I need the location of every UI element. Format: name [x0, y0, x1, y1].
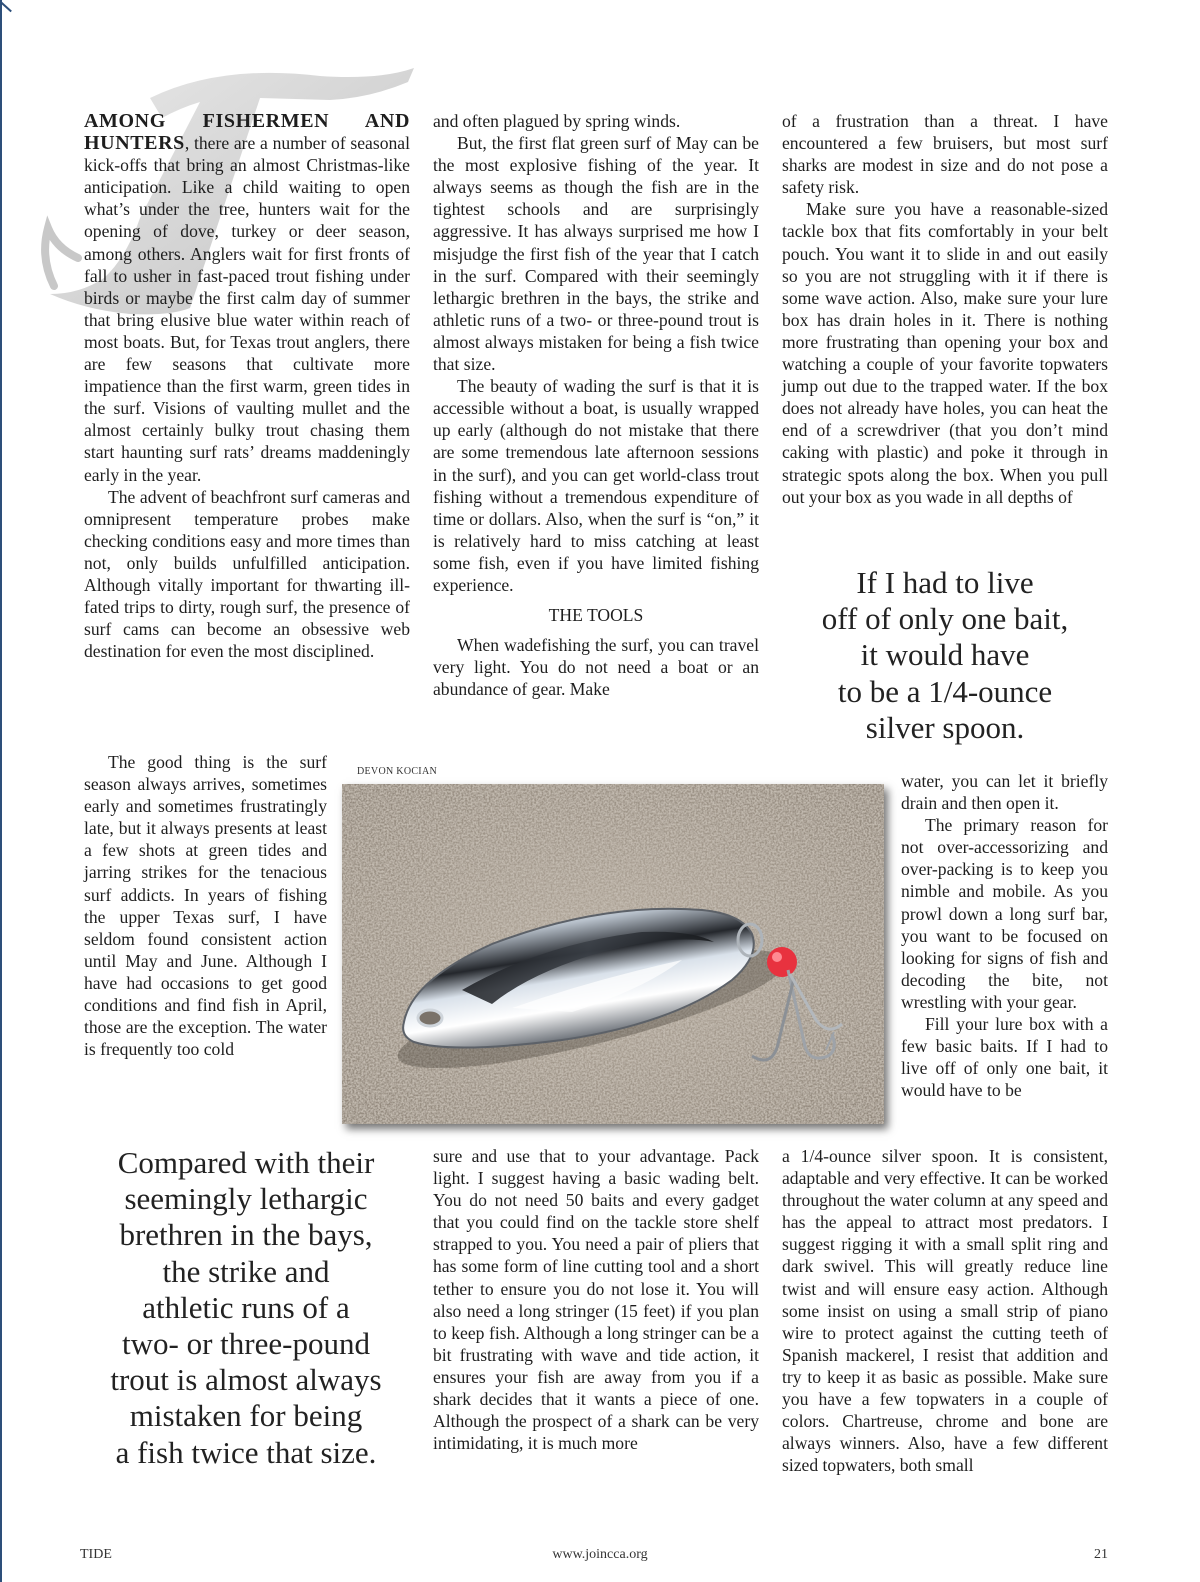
footer-page-number: 21 — [1094, 1547, 1108, 1562]
footer-website: www.joincca.org — [552, 1547, 648, 1562]
column-1-bottom — [84, 751, 327, 1060]
section-subhead: THE TOOLS — [548, 605, 644, 626]
pull-quote-line: the strike and — [162, 1253, 330, 1289]
paragraph-opening — [84, 110, 410, 486]
paragraph: The advent of beachfront surf cameras and omnipresent temperature probes make checking conditions easy and more times than not, only builds unfulfilled anticipation. Although vitally important for thwarting ill-fated trips to dirty, rough surf, the presence of surf cams can become an obsessive web destination for even the most disciplined. — [84, 486, 410, 662]
paragraph: water, you can let it briefly drain and then open it. — [901, 771, 1108, 814]
pull-quote-line: a fish twice that size. — [115, 1434, 377, 1470]
page-edge-rule — [0, 0, 2, 1582]
photo-credit: DEVON KOCIAN — [357, 766, 437, 777]
paragraph: a 1/4-ounce silver spoon. It is consistent, adaptable and very effective. It can be worked throughout the water column at any speed and has the appeal to attract most predators. I suggest rigging it with a small split ring and dark swivel. This will greatly reduce line twist and will ensure easy action. Although some insist on using a small strip of piano wire to protect against the cutting teeth of Spanish mackerel, I resist that addition and try to keep it as basic as possible. Make sure you have a few topwaters in a couple of colors. Chartreuse, chrome and bone are always winners. Also, have a few different sized topwaters, both small — [782, 1146, 1108, 1476]
column-3-top — [782, 110, 1108, 508]
paragraph: When wadefishing the surf, you can travel very light. You do not need a boat or an abundance of gear. Make — [433, 635, 759, 700]
column-2-top — [433, 110, 759, 700]
pull-quote-line: to be a 1/4-ounce — [837, 673, 1053, 709]
paragraph: and often plagued by spring winds. — [433, 111, 681, 131]
paragraph: The primary reason for not over-accessorizing and over-packing is to keep you nimble and mobile. As you prowl down a long surf bar, you want to be focused on looking for signs of fish and decoding the bite, not wrestling with your gear. — [901, 815, 1108, 1012]
opening-text: , there are a number of seasonal kick-offs that bring an almost Christmas-like anticipation. Like a child waiting to open what’s under the tree, hunters wait for the opening of dove, turkey or deer season, among others. Anglers wait for first fronts of fall to usher in fast-paced trout fishing under birds or maybe the first calm day of summer that bring elusive blue water within reach of most boats. But, for Texas trout anglers, there are few seasons that cultivate more impatience than the first warm, green tides in the surf. Visions of vaulting mullet and the almost certainly bulky trout chasing them start haunting surf rats’ dreams maddeningly early in the year. — [84, 133, 410, 485]
pull-quote-line: athletic runs of a — [142, 1289, 350, 1325]
column-2-bottom — [433, 1145, 759, 1454]
pull-quote-line: mistaken for being — [129, 1398, 363, 1434]
paragraph: But, the first flat green surf of May can be the most explosive fishing of the year. It always seems as though the fish are in the tightest schools and are surprisingly aggressive. It has always surprised me how I misjudge the first fish of the year that I catch in the surf. Compared with their seemingly lethargic brethren in the bays, the strike and athletic runs of a two- or three-pound trout is almost always mistaken for being a fish twice that size. — [433, 133, 759, 375]
pull-quote-left — [78, 1145, 414, 1471]
paragraph: The good thing is the surf season always arrives, sometimes early and sometimes frustratingly late, but it always presents at least a few shots at green tides and jarring strikes for the tenacious surf addicts. In years of fishing the upper Texas surf, I have seldom found consistent action until May and June. Although I have had occasions to get good conditions and find fish in April, those are the exception. The water is frequently too cold — [84, 752, 327, 1060]
pull-quote-line: trout is almost always — [110, 1362, 382, 1398]
pull-quote-line: Compared with their — [117, 1145, 375, 1180]
paragraph: Make sure you have a reasonable-sized tackle box that fits comfortably in your belt pouch. You want it to slide in and out easily so you are not struggling with it if there is some wave action. Also, make sure your lure box has drain holes in it. There is nothing more frustrating than opening your box and watching a couple of your favorite topwaters jump out due to the trapped water. If the box does not already have holes, you can heat the end of a screwdriver (that you don’t mind caking with plastic) and poke it through in strategic spots along the box. When you pull out your box as you wade in all depths of — [782, 199, 1108, 507]
paragraph: of a frustration than a threat. I have encountered a few bruisers, but most surf sharks are modest in size and do not pose a safety risk. — [782, 111, 1108, 198]
pull-quote-right — [782, 565, 1108, 746]
footer-magazine-name: TIDE — [80, 1547, 112, 1562]
spoon-photo — [342, 784, 884, 1124]
pull-quote-line: brethren in the bays, — [119, 1217, 373, 1253]
column-3-middle — [901, 770, 1108, 1101]
column-1-top — [84, 110, 410, 662]
pull-quote-line: seemingly lethargic — [124, 1181, 368, 1217]
pull-quote-line: it would have — [860, 637, 1030, 673]
paragraph: sure and use that to your advantage. Pack light. I suggest having a basic wading belt. You do not need 50 baits and every gadget that you could find on the tackle store shelf strapped to you. You need a pair of pliers that has some form of line cutting tool and a short tether to ensure you do not lose it. You will also need a long stringer (15 feet) if you plan to keep fish. Although a long stringer can be a bit frustrating with wave and tide action, it ensures your fish are away from you if a shark decides that it wants a piece of one. Although the prospect of a shark can be very intimidating, it is much more — [433, 1146, 759, 1454]
pull-quote-line: If I had to live — [856, 565, 1034, 600]
silver-spoon-lure-image — [342, 784, 884, 1124]
pull-quote-line: two- or three-pound — [122, 1326, 370, 1362]
pull-quote-line: off of only one bait, — [821, 601, 1069, 637]
paragraph: The beauty of wading the surf is that it is accessible without a boat, is usually wrapped up early (although do not mistake that there are some tremendous late afternoon sessions in the surf), and you can get world-class trout fishing without a tremendous expenditure of time or dollars. Also, when the surf is “on,” it is relatively hard to miss catching at least some fish, even if you have limited fishing experience. — [433, 376, 759, 595]
lead-in-caps: AMONG FISHERMEN AND HUNTERS — [84, 110, 410, 155]
column-3-bottom — [782, 1145, 1108, 1476]
paragraph: Fill your lure box with a few basic baits. If I had to live off of only one bait, it would have to be — [901, 1014, 1108, 1101]
pull-quote-line: silver spoon. — [865, 709, 1025, 745]
